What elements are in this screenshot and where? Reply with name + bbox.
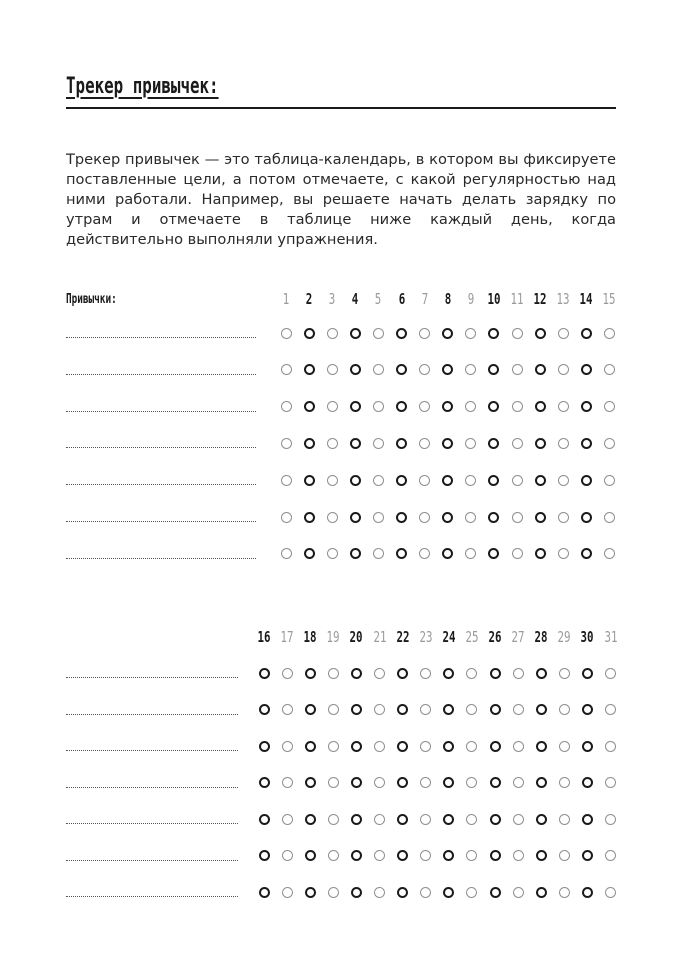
day-checkbox-13[interactable] — [558, 438, 569, 449]
day-checkbox-27[interactable] — [513, 704, 524, 715]
day-checkbox-14[interactable] — [581, 401, 592, 412]
day-checkbox-27[interactable] — [513, 777, 524, 788]
day-checkbox-9[interactable] — [465, 364, 476, 375]
day-checkbox-14[interactable] — [581, 438, 592, 449]
day-checkbox-28[interactable] — [536, 887, 547, 898]
day-checkbox-23[interactable] — [420, 814, 431, 825]
day-checkbox-17[interactable] — [282, 814, 293, 825]
day-checkbox-20[interactable] — [351, 887, 362, 898]
day-checkbox-4[interactable] — [350, 512, 361, 523]
day-checkbox-22[interactable] — [397, 777, 408, 788]
day-number-12: 12 — [533, 290, 547, 308]
day-checkbox-16[interactable] — [259, 777, 270, 788]
day-checkbox-7[interactable] — [419, 475, 430, 486]
day-checkbox-3[interactable] — [327, 401, 338, 412]
day-checkbox-28[interactable] — [536, 814, 547, 825]
day-checkbox-8[interactable] — [442, 401, 453, 412]
habit-name-line[interactable] — [66, 787, 238, 788]
day-checkbox-31[interactable] — [605, 777, 616, 788]
day-checkbox-15[interactable] — [604, 364, 615, 375]
day-checkbox-27[interactable] — [513, 741, 524, 752]
day-checkbox-7[interactable] — [419, 438, 430, 449]
day-checkbox-25[interactable] — [466, 777, 477, 788]
habit-name-line[interactable] — [66, 677, 238, 678]
day-checkbox-8[interactable] — [442, 548, 453, 559]
day-checkbox-12[interactable] — [535, 401, 546, 412]
day-number-19: 19 — [326, 628, 340, 646]
day-checkbox-4[interactable] — [350, 438, 361, 449]
day-checkbox-14[interactable] — [581, 328, 592, 339]
day-checkbox-25[interactable] — [466, 887, 477, 898]
day-checkbox-13[interactable] — [558, 548, 569, 559]
day-checkbox-16[interactable] — [259, 741, 270, 752]
day-checkbox-17[interactable] — [282, 668, 293, 679]
day-checkbox-15[interactable] — [604, 475, 615, 486]
day-checkbox-21[interactable] — [374, 741, 385, 752]
day-checkbox-13[interactable] — [558, 364, 569, 375]
day-checkbox-18[interactable] — [305, 814, 316, 825]
day-checkbox-19[interactable] — [328, 704, 339, 715]
day-checkbox-31[interactable] — [605, 704, 616, 715]
habit-name-line[interactable] — [66, 558, 256, 559]
day-checkbox-5[interactable] — [373, 364, 384, 375]
day-checkbox-16[interactable] — [259, 704, 270, 715]
day-checkbox-5[interactable] — [373, 328, 384, 339]
day-checkbox-19[interactable] — [328, 850, 339, 861]
day-checkbox-11[interactable] — [512, 548, 523, 559]
day-checkbox-3[interactable] — [327, 328, 338, 339]
day-checkbox-24[interactable] — [443, 704, 454, 715]
day-checkbox-10[interactable] — [488, 438, 499, 449]
day-checkbox-10[interactable] — [488, 548, 499, 559]
day-checkbox-6[interactable] — [396, 512, 407, 523]
day-checkbox-12[interactable] — [535, 364, 546, 375]
day-checkbox-23[interactable] — [420, 777, 431, 788]
day-checkbox-10[interactable] — [488, 512, 499, 523]
day-checkbox-30[interactable] — [582, 777, 593, 788]
day-checkbox-20[interactable] — [351, 704, 362, 715]
day-number-4: 4 — [352, 290, 359, 308]
day-checkbox-28[interactable] — [536, 777, 547, 788]
day-checkbox-19[interactable] — [328, 668, 339, 679]
day-checkbox-8[interactable] — [442, 475, 453, 486]
day-checkbox-15[interactable] — [604, 548, 615, 559]
day-checkbox-4[interactable] — [350, 364, 361, 375]
day-checkbox-2[interactable] — [304, 548, 315, 559]
day-checkbox-2[interactable] — [304, 475, 315, 486]
day-checkbox-21[interactable] — [374, 704, 385, 715]
day-checkbox-13[interactable] — [558, 475, 569, 486]
habit-name-line[interactable] — [66, 374, 256, 375]
day-number-13: 13 — [556, 290, 570, 308]
day-checkbox-19[interactable] — [328, 741, 339, 752]
day-number-11: 11 — [510, 290, 524, 308]
day-number-7: 7 — [421, 290, 428, 308]
day-checkbox-18[interactable] — [305, 777, 316, 788]
day-checkbox-24[interactable] — [443, 814, 454, 825]
title-rule — [66, 107, 616, 109]
day-checkbox-8[interactable] — [442, 328, 453, 339]
day-checkbox-11[interactable] — [512, 401, 523, 412]
page-title: Трекер привычек: — [66, 74, 219, 99]
day-number-10: 10 — [487, 290, 501, 308]
day-checkbox-13[interactable] — [558, 328, 569, 339]
day-checkbox-21[interactable] — [374, 850, 385, 861]
day-number-22: 22 — [396, 628, 410, 646]
habit-name-line[interactable] — [66, 714, 238, 715]
day-checkbox-18[interactable] — [305, 704, 316, 715]
day-checkbox-30[interactable] — [582, 887, 593, 898]
day-checkbox-17[interactable] — [282, 704, 293, 715]
day-number-21: 21 — [372, 628, 387, 646]
day-checkbox-20[interactable] — [351, 668, 362, 679]
day-checkbox-10[interactable] — [488, 328, 499, 339]
day-checkbox-6[interactable] — [396, 438, 407, 449]
day-checkbox-30[interactable] — [582, 668, 593, 679]
day-checkbox-2[interactable] — [304, 512, 315, 523]
day-checkbox-22[interactable] — [397, 850, 408, 861]
day-checkbox-1[interactable] — [281, 401, 292, 412]
day-checkbox-5[interactable] — [373, 401, 384, 412]
day-checkbox-21[interactable] — [374, 777, 385, 788]
day-checkbox-16[interactable] — [259, 814, 270, 825]
day-checkbox-12[interactable] — [535, 548, 546, 559]
day-checkbox-20[interactable] — [351, 814, 362, 825]
day-checkbox-18[interactable] — [305, 741, 316, 752]
day-checkbox-17[interactable] — [282, 850, 293, 861]
day-number-26: 26 — [488, 628, 502, 646]
day-checkbox-2[interactable] — [304, 328, 315, 339]
day-checkbox-30[interactable] — [582, 704, 593, 715]
day-checkbox-7[interactable] — [419, 512, 430, 523]
day-number-25: 25 — [465, 628, 479, 646]
day-checkbox-20[interactable] — [351, 741, 362, 752]
day-checkbox-20[interactable] — [351, 777, 362, 788]
day-checkbox-29[interactable] — [559, 668, 570, 679]
day-checkbox-24[interactable] — [443, 668, 454, 679]
day-checkbox-3[interactable] — [327, 475, 338, 486]
day-checkbox-8[interactable] — [442, 364, 453, 375]
day-checkbox-9[interactable] — [465, 328, 476, 339]
day-checkbox-17[interactable] — [282, 887, 293, 898]
day-number-23: 23 — [419, 628, 433, 646]
day-checkbox-2[interactable] — [304, 438, 315, 449]
day-checkbox-25[interactable] — [466, 704, 477, 715]
day-checkbox-3[interactable] — [327, 364, 338, 375]
day-number-31: 31 — [603, 628, 618, 646]
day-checkbox-23[interactable] — [420, 704, 431, 715]
day-checkbox-31[interactable] — [605, 887, 616, 898]
day-checkbox-22[interactable] — [397, 814, 408, 825]
day-checkbox-1[interactable] — [281, 438, 292, 449]
day-checkbox-25[interactable] — [466, 850, 477, 861]
day-checkbox-20[interactable] — [351, 850, 362, 861]
day-checkbox-19[interactable] — [328, 777, 339, 788]
day-checkbox-11[interactable] — [512, 512, 523, 523]
day-checkbox-17[interactable] — [282, 777, 293, 788]
day-checkbox-16[interactable] — [259, 850, 270, 861]
day-checkbox-28[interactable] — [536, 704, 547, 715]
day-checkbox-27[interactable] — [513, 887, 524, 898]
day-checkbox-18[interactable] — [305, 850, 316, 861]
day-checkbox-15[interactable] — [604, 512, 615, 523]
day-checkbox-12[interactable] — [535, 328, 546, 339]
day-checkbox-19[interactable] — [328, 887, 339, 898]
day-checkbox-9[interactable] — [465, 438, 476, 449]
day-checkbox-1[interactable] — [281, 475, 292, 486]
day-checkbox-28[interactable] — [536, 668, 547, 679]
habit-name-line[interactable] — [66, 823, 238, 824]
day-checkbox-28[interactable] — [536, 741, 547, 752]
day-checkbox-26[interactable] — [490, 668, 501, 679]
day-checkbox-17[interactable] — [282, 741, 293, 752]
day-number-15: 15 — [602, 290, 616, 308]
day-checkbox-15[interactable] — [604, 438, 615, 449]
day-checkbox-29[interactable] — [559, 741, 570, 752]
day-checkbox-5[interactable] — [373, 548, 384, 559]
day-checkbox-29[interactable] — [559, 850, 570, 861]
day-checkbox-14[interactable] — [581, 364, 592, 375]
day-checkbox-22[interactable] — [397, 887, 408, 898]
day-checkbox-26[interactable] — [490, 814, 501, 825]
day-checkbox-7[interactable] — [419, 328, 430, 339]
day-checkbox-1[interactable] — [281, 548, 292, 559]
day-checkbox-26[interactable] — [490, 741, 501, 752]
day-checkbox-18[interactable] — [305, 668, 316, 679]
day-checkbox-23[interactable] — [420, 741, 431, 752]
day-checkbox-29[interactable] — [559, 887, 570, 898]
day-checkbox-11[interactable] — [512, 475, 523, 486]
day-checkbox-30[interactable] — [582, 741, 593, 752]
day-checkbox-6[interactable] — [396, 328, 407, 339]
day-checkbox-9[interactable] — [465, 475, 476, 486]
day-checkbox-4[interactable] — [350, 401, 361, 412]
day-checkbox-4[interactable] — [350, 328, 361, 339]
day-checkbox-30[interactable] — [582, 850, 593, 861]
day-checkbox-23[interactable] — [420, 668, 431, 679]
day-checkbox-6[interactable] — [396, 401, 407, 412]
day-checkbox-8[interactable] — [442, 512, 453, 523]
day-number-9: 9 — [467, 290, 475, 308]
habit-name-line[interactable] — [66, 411, 256, 412]
day-checkbox-29[interactable] — [559, 704, 570, 715]
day-checkbox-29[interactable] — [559, 814, 570, 825]
day-checkbox-15[interactable] — [604, 328, 615, 339]
day-number-18: 18 — [303, 628, 317, 646]
day-checkbox-29[interactable] — [559, 777, 570, 788]
day-checkbox-1[interactable] — [281, 328, 292, 339]
day-checkbox-2[interactable] — [304, 401, 315, 412]
day-number-20: 20 — [349, 628, 363, 646]
day-checkbox-28[interactable] — [536, 850, 547, 861]
day-checkbox-3[interactable] — [327, 512, 338, 523]
habit-name-line[interactable] — [66, 484, 256, 485]
day-checkbox-12[interactable] — [535, 438, 546, 449]
day-checkbox-24[interactable] — [443, 777, 454, 788]
day-checkbox-6[interactable] — [396, 364, 407, 375]
day-checkbox-14[interactable] — [581, 475, 592, 486]
day-checkbox-24[interactable] — [443, 741, 454, 752]
day-number-14: 14 — [579, 290, 593, 308]
day-checkbox-7[interactable] — [419, 364, 430, 375]
day-checkbox-9[interactable] — [465, 548, 476, 559]
day-checkbox-31[interactable] — [605, 668, 616, 679]
day-checkbox-27[interactable] — [513, 850, 524, 861]
habits-label: Привычки: — [66, 292, 117, 307]
day-checkbox-2[interactable] — [304, 364, 315, 375]
day-checkbox-24[interactable] — [443, 850, 454, 861]
day-checkbox-25[interactable] — [466, 668, 477, 679]
day-checkbox-21[interactable] — [374, 887, 385, 898]
habit-name-line[interactable] — [66, 447, 256, 448]
day-checkbox-1[interactable] — [281, 512, 292, 523]
day-number-29: 29 — [557, 628, 571, 646]
day-checkbox-26[interactable] — [490, 704, 501, 715]
day-checkbox-12[interactable] — [535, 475, 546, 486]
day-number-16: 16 — [257, 628, 271, 646]
day-number-27: 27 — [511, 628, 525, 646]
habit-name-line[interactable] — [66, 337, 256, 338]
intro-paragraph: Трекер привычек — это таблица-календарь, в котором вы фиксируете поставленные цели, а потом отмечаете, с какой регулярностью над ними работали. Например, вы решаете начать делать зарядку по утрам и отмечаете в таблице ниже каждый день, когда действительно выполняли упражнения. — [66, 151, 616, 248]
day-checkbox-1[interactable] — [281, 364, 292, 375]
habit-name-line[interactable] — [66, 896, 238, 897]
day-checkbox-3[interactable] — [327, 438, 338, 449]
day-number-6: 6 — [398, 290, 405, 308]
day-checkbox-5[interactable] — [373, 475, 384, 486]
day-number-28: 28 — [534, 628, 548, 646]
day-number-30: 30 — [580, 628, 594, 646]
habit-name-line[interactable] — [66, 860, 238, 861]
day-checkbox-31[interactable] — [605, 814, 616, 825]
day-checkbox-31[interactable] — [605, 850, 616, 861]
day-checkbox-18[interactable] — [305, 887, 316, 898]
day-checkbox-8[interactable] — [442, 438, 453, 449]
day-checkbox-7[interactable] — [419, 548, 430, 559]
day-checkbox-13[interactable] — [558, 512, 569, 523]
day-checkbox-14[interactable] — [581, 512, 592, 523]
day-checkbox-25[interactable] — [466, 741, 477, 752]
habit-name-line[interactable] — [66, 750, 238, 751]
day-number-3: 3 — [328, 290, 336, 308]
day-checkbox-22[interactable] — [397, 704, 408, 715]
day-number-2: 2 — [305, 290, 313, 308]
day-checkbox-11[interactable] — [512, 364, 523, 375]
day-checkbox-26[interactable] — [490, 850, 501, 861]
day-checkbox-31[interactable] — [605, 741, 616, 752]
day-checkbox-22[interactable] — [397, 668, 408, 679]
day-checkbox-7[interactable] — [419, 401, 430, 412]
day-checkbox-9[interactable] — [465, 512, 476, 523]
day-checkbox-21[interactable] — [374, 668, 385, 679]
day-number-5: 5 — [375, 290, 382, 308]
day-checkbox-21[interactable] — [374, 814, 385, 825]
day-checkbox-10[interactable] — [488, 401, 499, 412]
day-checkbox-10[interactable] — [488, 364, 499, 375]
day-checkbox-10[interactable] — [488, 475, 499, 486]
day-checkbox-6[interactable] — [396, 548, 407, 559]
day-checkbox-16[interactable] — [259, 668, 270, 679]
day-checkbox-30[interactable] — [582, 814, 593, 825]
day-number-8: 8 — [444, 290, 451, 308]
day-checkbox-11[interactable] — [512, 438, 523, 449]
day-number-17: 17 — [280, 628, 294, 646]
day-checkbox-13[interactable] — [558, 401, 569, 412]
day-checkbox-19[interactable] — [328, 814, 339, 825]
day-checkbox-15[interactable] — [604, 401, 615, 412]
day-checkbox-9[interactable] — [465, 401, 476, 412]
day-checkbox-16[interactable] — [259, 887, 270, 898]
day-checkbox-4[interactable] — [350, 548, 361, 559]
day-checkbox-24[interactable] — [443, 887, 454, 898]
day-checkbox-6[interactable] — [396, 475, 407, 486]
day-checkbox-23[interactable] — [420, 887, 431, 898]
day-checkbox-25[interactable] — [466, 814, 477, 825]
habit-name-line[interactable] — [66, 521, 256, 522]
day-checkbox-4[interactable] — [350, 475, 361, 486]
day-number-1: 1 — [282, 290, 290, 308]
day-checkbox-5[interactable] — [373, 512, 384, 523]
day-checkbox-27[interactable] — [513, 668, 524, 679]
day-checkbox-22[interactable] — [397, 741, 408, 752]
day-checkbox-27[interactable] — [513, 814, 524, 825]
day-checkbox-26[interactable] — [490, 887, 501, 898]
day-number-24: 24 — [442, 628, 456, 646]
day-checkbox-14[interactable] — [581, 548, 592, 559]
day-checkbox-12[interactable] — [535, 512, 546, 523]
day-checkbox-26[interactable] — [490, 777, 501, 788]
day-checkbox-5[interactable] — [373, 438, 384, 449]
day-checkbox-3[interactable] — [327, 548, 338, 559]
day-checkbox-11[interactable] — [512, 328, 523, 339]
day-checkbox-23[interactable] — [420, 850, 431, 861]
